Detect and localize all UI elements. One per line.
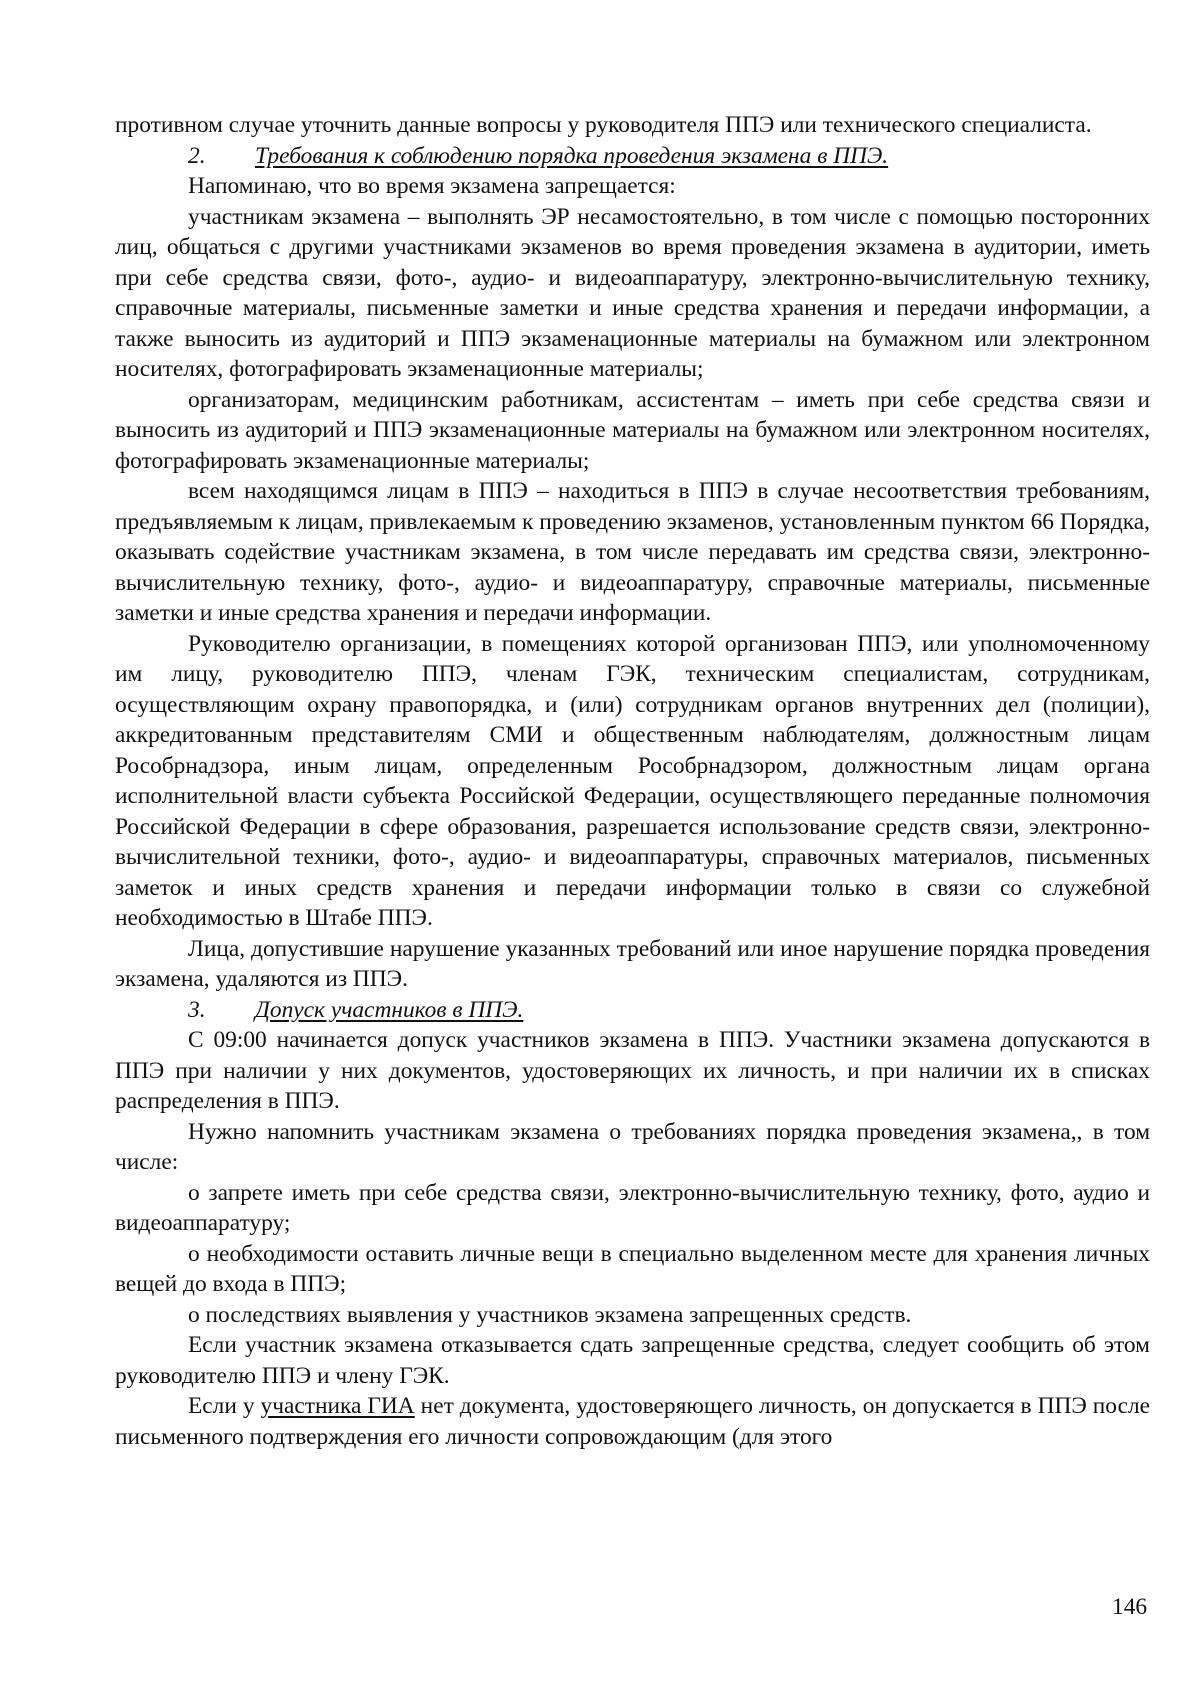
- paragraph-remind: Нужно напомнить участникам экзамена о требованиях порядка проведения экзамена,, в том числе:: [115, 1118, 1150, 1175]
- paragraph-no-document: [115, 1391, 1150, 1452]
- paragraph-continuation: противном случае уточнить данные вопросы у руководителя ППЭ или технического специалиста.: [115, 112, 1092, 138]
- section-number: 3.: [188, 996, 206, 1023]
- paragraph-organizers: организаторам, медицинским работникам, ассистентам – иметь при себе средства связи и выносить из аудиторий и ППЭ экзаменационные материалы на бумажном или электронном носителях, фотографировать экзаменационные материалы;: [115, 386, 1150, 474]
- document-page: [115, 110, 1150, 1452]
- paragraph-admission: С 09:00 начинается допуск участников экзамена в ППЭ. Участники экзамена допускаются в ППЭ при наличии у них документов, удостоверяющих их личность, и при наличии их в списках распределения в ППЭ.: [115, 1027, 1150, 1114]
- text-before-link: Если у: [188, 1393, 261, 1419]
- paragraph-participants: участникам экзамена – выполнять ЭР несамостоятельно, в том числе с помощью посторонних лиц, общаться с другими участниками экзаменов во время проведения экзамена в аудитории, иметь при себе средства связи, фото-, аудио- и видеоаппаратуру, электронно-вычислительную технику, справочные материалы, письменные заметки и иные средства хранения и передачи информации, а также выносить из аудиторий и ППЭ экзаменационные материалы на бумажном или электронном носителях, фотографировать экзаменационные материалы;: [115, 203, 1150, 382]
- section-number: 2.: [188, 142, 206, 169]
- paragraph-belongings: о необходимости оставить личные вещи в специально выделенном месте для хранения личных вещей до входа в ППЭ;: [115, 1240, 1150, 1297]
- section-heading-3: [115, 995, 1150, 1026]
- paragraph-refuse: Если участник экзамена отказывается сдать запрещенные средства, следует сообщить об этом руководителю ППЭ и члену ГЭК.: [115, 1332, 1150, 1389]
- gia-participant-link[interactable]: участника ГИА: [260, 1393, 415, 1419]
- paragraph-ban: о запрете иметь при себе средства связи, электронно-вычислительную технику, фото, аудио и видеоаппаратуру;: [115, 1179, 1150, 1236]
- paragraph-violations: Лица, допустившие нарушение указанных требований или иное нарушение порядка проведения экзамена, удаляются из ППЭ.: [115, 935, 1150, 992]
- paragraph-all-persons: всем находящимся лицам в ППЭ – находиться в ППЭ в случае несоответствия требованиям, предъявляемым к лицам, привлекаемым к проведению экзаменов, установленным пунктом 66 Порядка, оказывать содействие участникам экзамена, в том числе передавать им средства связи, электронно-вычислительную технику, фото-, аудио- и видеоаппаратуру, справочные материалы, письменные заметки и иные средства хранения и передачи информации.: [115, 478, 1150, 626]
- paragraph-intro: Напоминаю, что во время экзамена запрещается:: [188, 173, 676, 199]
- text-after-link: нет документа, удостоверяющего личность, он допускается в ППЭ после письменного подтверждения его личности сопровождающим (для этого: [115, 1393, 1151, 1450]
- section-heading-2: [115, 141, 1150, 172]
- section-title: Допуск участников в ППЭ.: [255, 996, 524, 1023]
- paragraph-consequences: о последствиях выявления у участников экзамена запрещенных средств.: [188, 1301, 912, 1328]
- page-number: 146: [1112, 1594, 1148, 1620]
- section-title: Требования к соблюдению порядка проведения экзамена в ППЭ.: [255, 142, 889, 169]
- paragraph-heads: Руководителю организации, в помещениях которой организован ППЭ, или уполномоченному им лицу, руководителю ППЭ, членам ГЭК, техническим специалистам, сотрудникам, осуществляющим охрану правопорядка, и (или) сотрудникам органов внутренних дел (полиции), аккредитованным представителям СМИ и общественным наблюдателям, должностным лицам Рособрнадзора, иным лицам, определенным Рособрнадзором, должностным лицам органа исполнительной власти субъекта Российской Федерации, осуществляющего переданные полномочия Российской Федерации в сфере образования, разрешается использование средств связи, электронно-вычислительной техники, фото-, аудио- и видеоаппаратуры, справочных материалов, письменных заметок и иных средств хранения и передачи информации только в связи со служебной необходимостью в Штабе ППЭ.: [115, 630, 1150, 931]
